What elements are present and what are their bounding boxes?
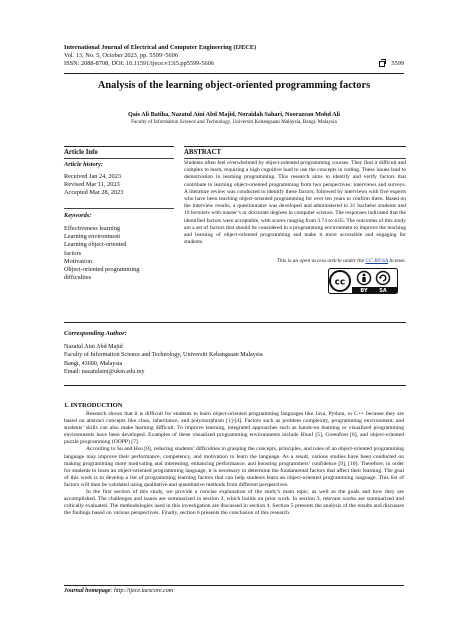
corresponding-faculty: Faculty of Information Science and Technology, Universiti Kebangsaan Malaysia bbox=[64, 352, 263, 359]
corresponding-top-rule bbox=[64, 322, 406, 323]
abstract-top-rule bbox=[184, 146, 406, 147]
abstract-divider bbox=[184, 158, 406, 159]
footer-divider bbox=[64, 585, 404, 586]
header-divider bbox=[64, 73, 404, 74]
journal-header bbox=[64, 44, 404, 68]
corresponding-name: Nazatul Aini Abd Majid bbox=[64, 344, 123, 350]
homepage-url[interactable]: : http://ijece.iaescore.com bbox=[110, 588, 174, 594]
keyword: Learning environment bbox=[64, 233, 121, 241]
keyword: Object-oriented programming bbox=[64, 266, 140, 274]
intro-heading: 1. INTRODUCTION bbox=[64, 402, 123, 409]
homepage-label: Journal homepage bbox=[64, 588, 111, 594]
keywords-list bbox=[64, 225, 176, 282]
article-history-label: Article history: bbox=[64, 161, 104, 168]
abstract-text: Students often feel overwhelmed by object-oriented programming courses. They find it difficult and complex to learn, requiring a high cognitive load to use the concepts in coding. These issues lead to demotivation in learning programming. This research aims to identify and verify factors that contribute to learning object-oriented programming from two perspectives: interviews and surveys. A literature review was conducted to identify these factors, followed by interviews with five experts who have been teaching object-oriented programming for over ten years to confirm them. Based on the interview results, a questionnaire was developed and administered to 31 bachelor students and 19 lecturers with master’s or doctorate degrees in computer science. The responses indicated that the identified factors were acceptable, with scores ranging from 3.74 to 4.65. The outcomes of this study are a set of factors that should be considered in a programming environment to improve the teaching and learning of object-oriented programming and make it more accessible and engaging for students. bbox=[184, 160, 406, 246]
keyword: Effectiveness learning bbox=[64, 225, 121, 232]
open-access-suffix: license. bbox=[389, 258, 406, 264]
abstract-heading: ABSTRACT bbox=[184, 149, 222, 156]
article-info-heading: Article Info bbox=[64, 149, 98, 156]
corresponding-details bbox=[64, 343, 404, 377]
keyword: difficulties bbox=[64, 274, 92, 282]
license-link[interactable]: CC BY-SA bbox=[365, 258, 388, 264]
revised-date: Revised Mar 11, 2023 bbox=[64, 181, 120, 189]
corresponding-email: Email: nazatulaini@ukm.edu.my bbox=[64, 369, 145, 376]
sa-badge-text: SA bbox=[379, 288, 387, 294]
cc-badge-text: cc bbox=[334, 277, 346, 288]
cc-by-sa-badge-icon[interactable] bbox=[328, 268, 398, 294]
article-info-top-rule bbox=[64, 146, 174, 147]
page-number: 5599 bbox=[391, 60, 404, 67]
journal-footer bbox=[64, 588, 173, 594]
open-access-note bbox=[184, 258, 406, 264]
open-access-prefix: This is an open access article under the bbox=[276, 258, 365, 264]
paper-authors: Qais Ali Batiha, Nazatul Aini Abd Majid, Noraidah Sahari, Noorazean Mohd Ali bbox=[127, 111, 341, 118]
keyword: Motivation bbox=[64, 257, 92, 265]
intro-paragraph: In the first section of this study, we provide a concise explanation of the study’s main topic, as well as the goals and how they are accomplished. The challenges and issues are summarized in section 2, which builds on prior work. In section 3, relevant works are summarized and critically evaluated. The methodologies used in this investigation are discussed in section 4. Section 5 presents the analysis of the results and discusses the findings based on various perspectives. Finally, section 6 presents the conclusion of this research. bbox=[64, 489, 404, 517]
copy-icon[interactable] bbox=[379, 61, 385, 67]
intro-paragraph: According to Su and Hsu [8], reducing students’ difficulties in grasping the concepts, principles, and rules of an object-oriented programming language may improve their performance, competency, and motivation to learn the language. As a result, various studies have been conducted on making programming more motivating and interesting, enhancing performance, and boosting programmers’ confidence [9], [10]. Therefore, in order for students to learn an object-oriented programming language, it is necessary to determine the fundamental factors that affect their learning. The goal of this work is to develop a list of programming learning factors that can help students learn an object-oriented programming language. This list of factors will then be validated using qualitative and quantitative methods from different perspectives. bbox=[64, 446, 404, 488]
keywords-label: Keywords: bbox=[64, 212, 92, 219]
corresponding-bottom-rule bbox=[64, 385, 406, 386]
journal-name: International Journal of Electrical and Computer Engineering (IJECE) bbox=[64, 44, 257, 51]
keywords-divider bbox=[64, 208, 174, 209]
paper-title: Analysis of the learning object-oriented programming factors bbox=[97, 80, 371, 91]
article-history bbox=[64, 173, 174, 198]
keyword: factors bbox=[64, 249, 82, 257]
corresponding-label: Corresponding Author: bbox=[64, 330, 127, 337]
keyword: Learning object-oriented bbox=[64, 241, 127, 249]
by-badge-text: BY bbox=[360, 288, 368, 294]
paper-affiliation: Faculty of Information Science and Technology, Universiti Kebangsaan Malaysia, Bangi, Malaysia bbox=[131, 119, 337, 125]
received-date: Received Jan 24, 2023 bbox=[64, 173, 122, 180]
journal-volume: Vol. 13, No. 5, October 2023, pp. 5599~5606 bbox=[64, 52, 179, 59]
intro-body bbox=[64, 411, 404, 517]
corresponding-city: Bangi, 43600, Malaysia bbox=[64, 360, 123, 367]
intro-paragraph: Research shows that it is difficult for students to learn object-oriented programming languages like Java, Python, or C++ because they are based on abstract concepts like class, inheritance, and polymorphism [1]-[4]. Factors such as problem complexity, programming environment, and students’ skills can also make learning difficult. To improve learning, integrated approaches such as hands-on learning or visualized programming environments have been developed. Examples of these visualized programming environments include BlueJ [5], Greenfoot [6], and object-oriented puzzle programming (OOPP) [7]. bbox=[64, 411, 404, 446]
article-info-divider bbox=[64, 158, 174, 159]
journal-issn-doi: ISSN: 2088-8708, DOI: 10.11591/ijece.v13i5.pp5599-5606 bbox=[64, 60, 215, 67]
accepted-date: Accepted Mar 28, 2023 bbox=[64, 189, 124, 197]
